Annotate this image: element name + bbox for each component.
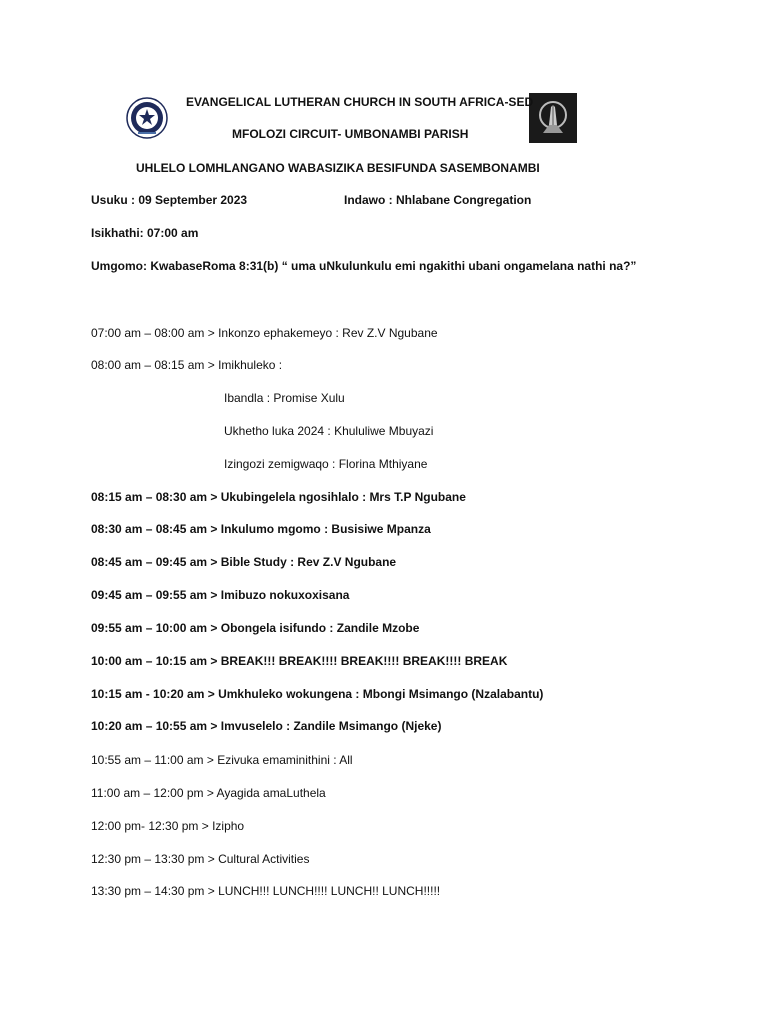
church-seal-icon bbox=[126, 97, 168, 139]
program-line: 12:30 pm – 13:30 pm > Cultural Activities bbox=[91, 852, 310, 866]
program-line: 07:00 am – 08:00 am > Inkonzo ephakemeyo : Rev Z.V Ngubane bbox=[91, 326, 438, 340]
program-line: 12:00 pm- 12:30 pm > Izipho bbox=[91, 819, 245, 833]
meta-theme: Umgomo: KwabaseRoma 8:31(b) “ uma uNkulunkulu emi ngakithi ubani ongamelana nathi na?” bbox=[91, 259, 637, 273]
program-line: 13:30 pm – 14:30 pm > LUNCH!!! LUNCH!!!! LUNCH!! LUNCH!!!!! bbox=[91, 884, 441, 898]
header-title-programme: UHLELO LOMHLANGANO WABASIZIKA BESIFUNDA SASEMBONAMBI bbox=[136, 161, 540, 175]
header-title-circuit: MFOLOZI CIRCUIT- UMBONAMBI PARISH bbox=[232, 127, 469, 141]
program-line: 09:45 am – 09:55 am > Imibuzo nokuxoxisana bbox=[91, 588, 350, 602]
meta-date: Usuku : 09 September 2023 bbox=[91, 193, 248, 207]
program-line: 11:00 am – 12:00 pm > Ayagida amaLuthela bbox=[91, 786, 326, 800]
program-line: 09:55 am – 10:00 am > Obongela isifundo : Zandile Mzobe bbox=[91, 621, 420, 635]
program-line: 08:00 am – 08:15 am > Imikhuleko : bbox=[91, 358, 283, 372]
praying-hands-icon bbox=[529, 93, 577, 143]
program-subline: Ibandla : Promise Xulu bbox=[224, 391, 345, 405]
program-line: 08:30 am – 08:45 am > Inkulumo mgomo : Busisiwe Mpanza bbox=[91, 522, 431, 536]
program-subline: Izingozi zemigwaqo : Florina Mthiyane bbox=[224, 457, 428, 471]
program-line: 10:20 am – 10:55 am > Imvuselelo : Zandile Msimango (Njeke) bbox=[91, 719, 442, 733]
header-title-church: EVANGELICAL LUTHERAN CHURCH IN SOUTH AFRICA-SED bbox=[186, 95, 534, 109]
program-line: 08:45 am – 09:45 am > Bible Study : Rev Z.V Ngubane bbox=[91, 555, 397, 569]
program-line: 10:15 am - 10:20 am > Umkhuleko wokungena : Mbongi Msimango (Nzalabantu) bbox=[91, 687, 544, 701]
meta-venue: Indawo : Nhlabane Congregation bbox=[344, 193, 532, 207]
program-line: 10:55 am – 11:00 am > Ezivuka emaminithini : All bbox=[91, 753, 353, 767]
meta-time: Isikhathi: 07:00 am bbox=[91, 226, 199, 240]
program-line: 10:00 am – 10:15 am > BREAK!!! BREAK!!!! BREAK!!!! BREAK!!!! BREAK bbox=[91, 654, 508, 668]
program-subline: Ukhetho luka 2024 : Khululiwe Mbuyazi bbox=[224, 424, 434, 438]
program-line: 08:15 am – 08:30 am > Ukubingelela ngosihlalo : Mrs T.P Ngubane bbox=[91, 490, 466, 504]
